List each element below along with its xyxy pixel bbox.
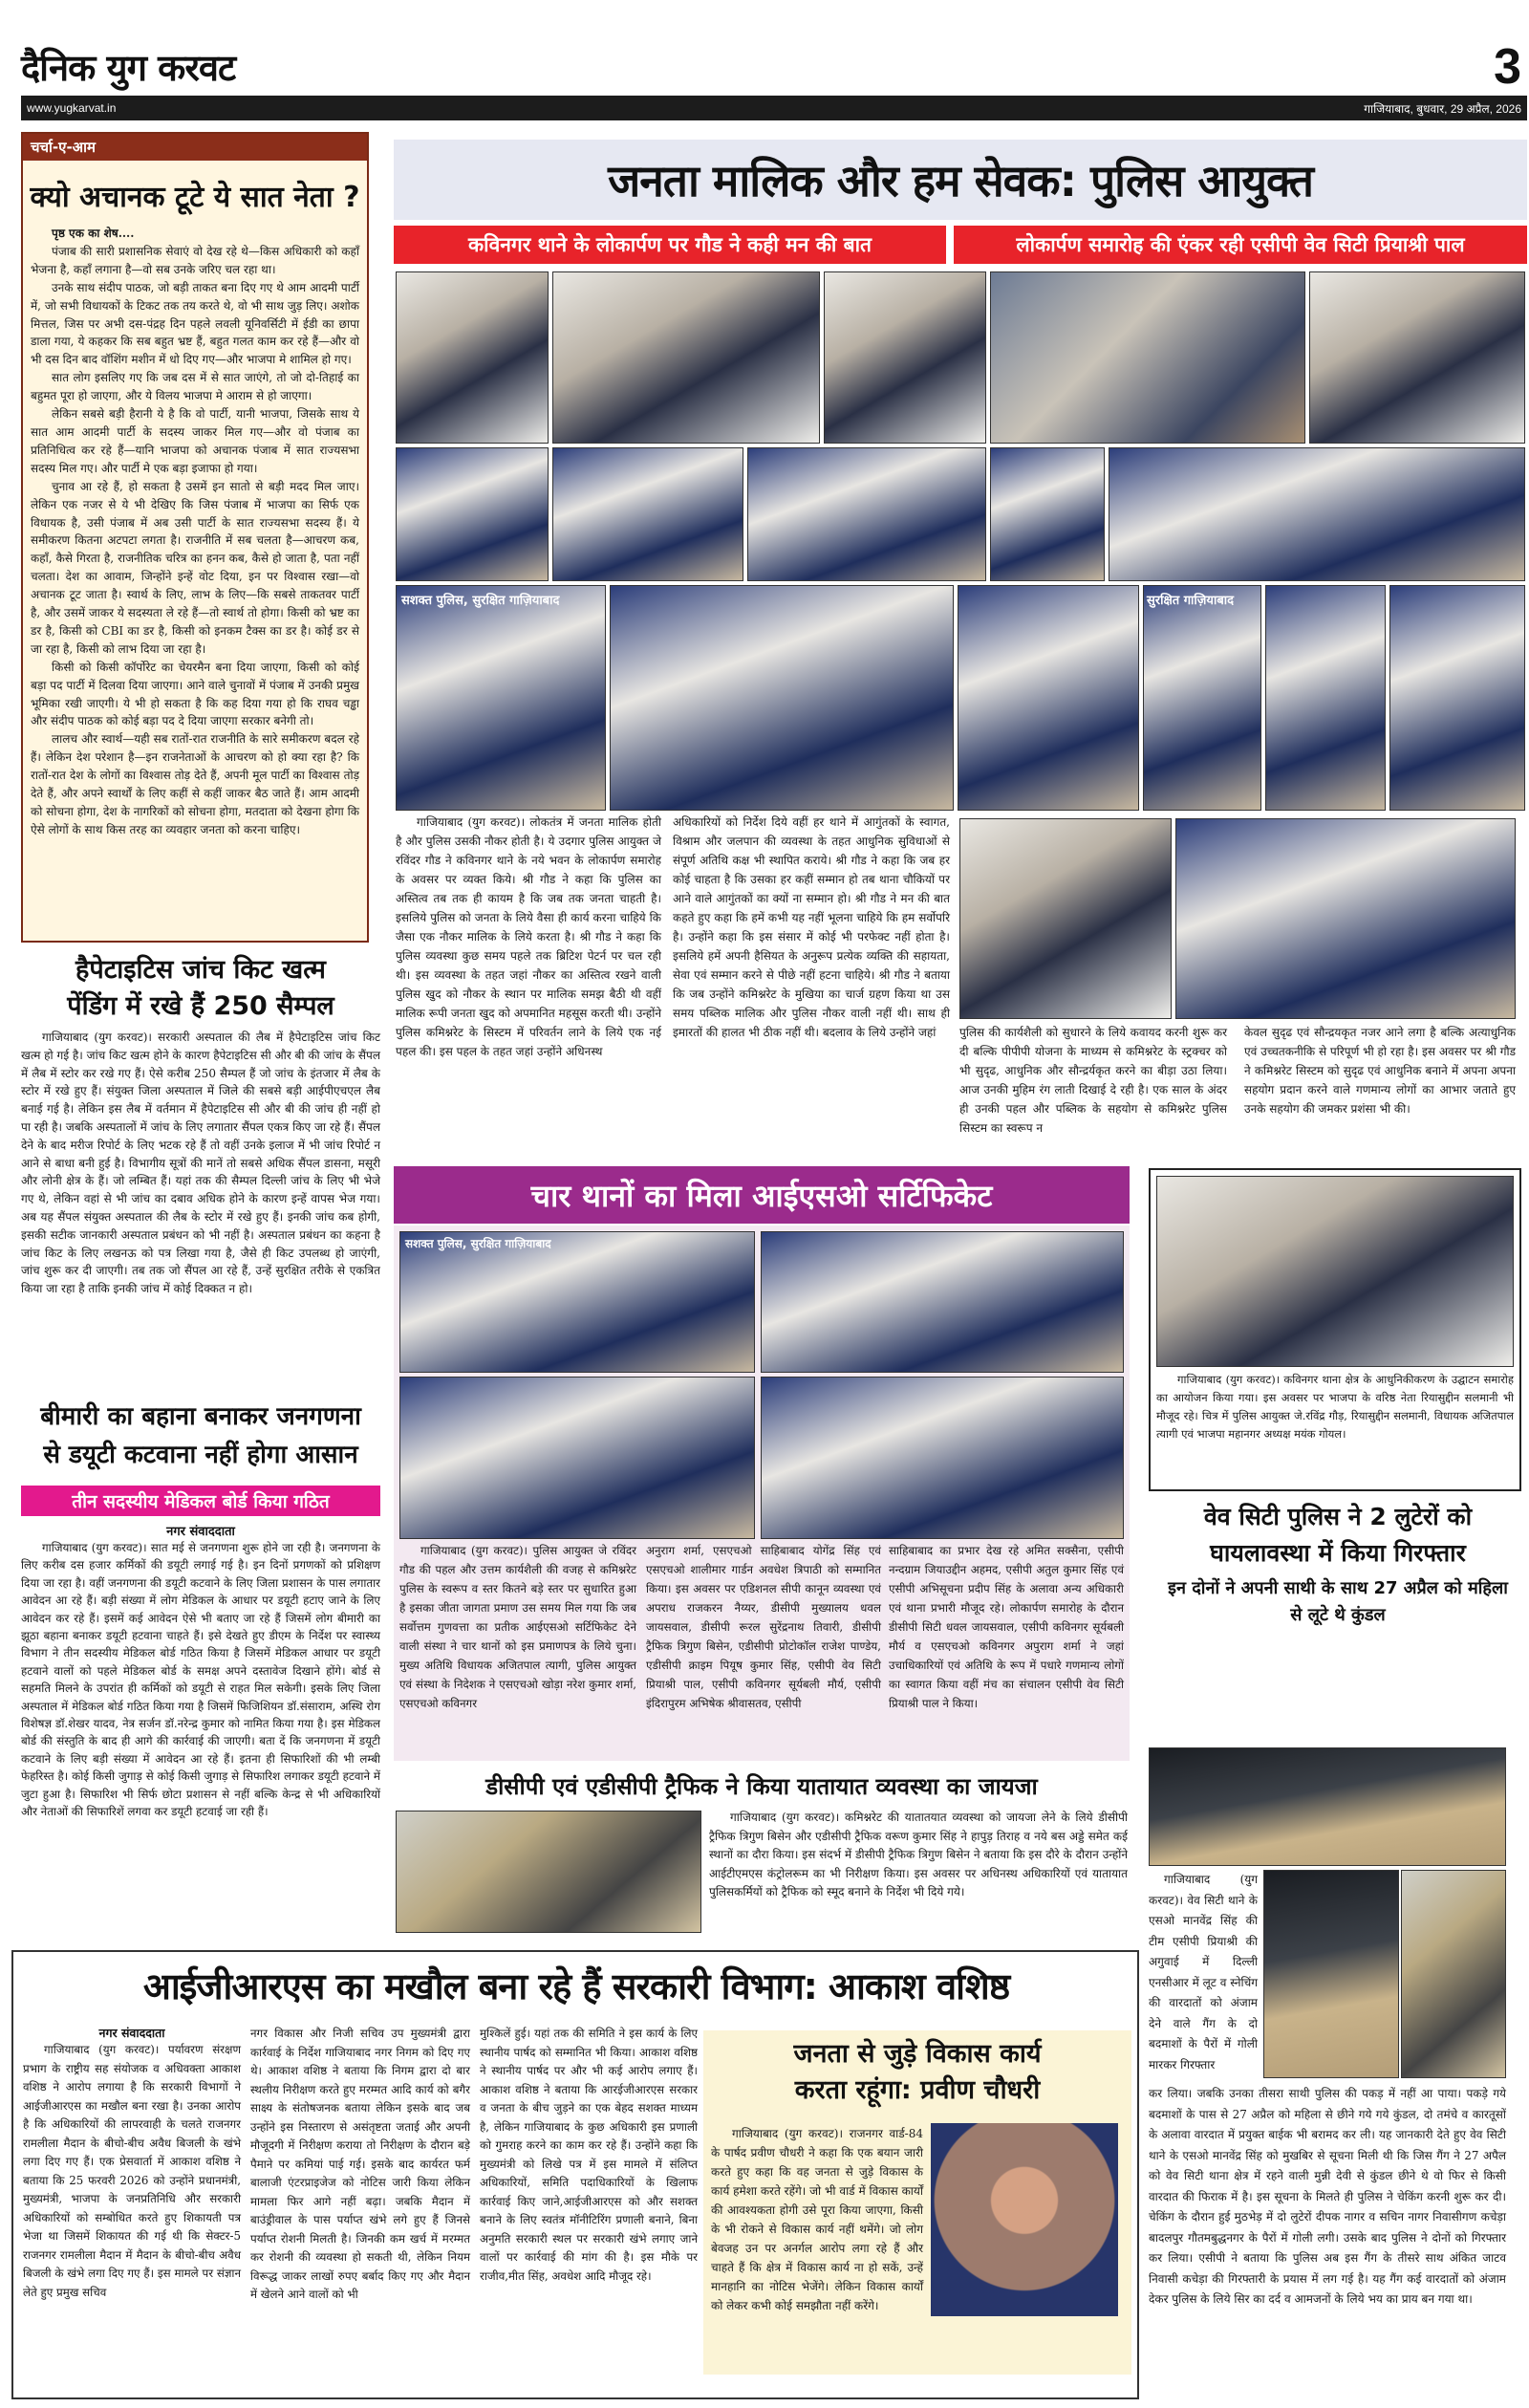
igrs-col-2 [250, 2025, 470, 2305]
igrs-col-2-text: नगर विकास और निजी सचिव उप मुख्यमंत्री द्वारा कार्रवाई के निर्देश गाजियाबाद नगर निगम को दिए गए थे। आकाश वशिष्ठ ने बताया कि निगम द्वारा दो बार स्थलीय निरीक्षण करते हुए मरम्मत आदि कार्य को बगैर साक्ष्य के संतोषजनक बताया लेकिन इसके बाद जब उन्होंने इस निस्तारण से असंतृष्टता जताई और अपनी मौजूदगी में निरीक्षण कराया तो निरीक्षण के दौरान बड़े पैमाने पर कमियां पाई गई। इसके बाद कार्यरत फर्म बालाजी एंटरप्राइजेज को नोटिस जारी किया लेकिन मामला फिर आगे नहीं बढ़ा। जबकि मैदान में बाउंड्रीवाल के पास पर्याप्त खंभे लगे हुए हैं जिनसे पर्याप्त रोशनी मिलती है। जिनकी कम खर्च में मरम्मत कर रोशनी की व्यवस्था हो सकती थी, लेकिन नियम विरूद्ध जाकर लाखों रुपए बर्बाद किए गए और मैदान में खेलने आने वालों को भी [250, 2027, 470, 2301]
section-tag: चर्चा-ए-आम [23, 134, 367, 161]
igrs-col-1-text: गाजियाबाद (युग करवट)। पर्यावरण संरक्षण प्रभाग के राष्ट्रीय सह संयोजक व अधिवक्ता आकाश वशिष्ठ ने आरोप लगाया है कि सरकारी विभागों ने आईजीआरएस का मखौल बना रखा है। उनका आरोप है कि अधिकारियों की लापरवाही के चलते राजनगर रामलीला मैदान के बीचो-बीच अवैध बिजली के खंभे लगा दिए गए हैं। एक प्रेसवार्ता में आकाश वशिष्ठ ने बताया कि 25 फरवरी 2026 को उन्होंने प्रधानमंत्री, मुख्यमंत्री, भाजपा के जनप्रतिनिधि और सरकारी अधिकारियों को सम्बोधित करते हुए शिकायती पत्र भेजा था जिसमें शिकायत की गई थी कि सेक्टर-5 राजनगर रामलीला मैदान में मैदान के बीचो-बीच अवैध बिजली के खंभे लगा दिए गए हैं। इस मामले पर संज्ञान लेते हुए प्रमुख सचिव [23, 2043, 241, 2299]
event-photo [396, 585, 606, 811]
lead-subhead-right: लोकार्पण समारोह की एंकर रही एसीपी वेव सिटी प्रियाश्री पाल [954, 226, 1527, 264]
iso-col-1-text: गाजियाबाद (युग करवट)। पुलिस आयुक्त जे रविंदर गौड की पहल और उत्तम कार्यशैली की वजह से कमिश्नरेट पुलिस के स्वरूप व स्तर कितने बड़े स्तर पर सुधारित हुआ है इसका जीता जागता प्रमाण उस समय मिल गया कि जब सर्वोत्तम गुणवत्ता का प्रतीक आईएसओ सर्टिफिकेट देने वाली संस्था ने चार थानों को इस प्रमाणपत्र के लिये चुना। मुख्य अतिथि विधायक अजितपाल त्यागी, पुलिस आयुक्त एवं संस्था के निदेशक ने एसएचओ खोड़ा नरेश कुमार शर्मा, एसएचओ कविनगर [399, 1544, 636, 1710]
praveen-body [711, 2124, 923, 2315]
kavinagar-photo [1156, 1176, 1514, 1367]
event-photo [396, 447, 549, 581]
event-photo [747, 447, 986, 581]
certificate-photo [399, 1377, 755, 1539]
lead-col-3-text: पुलिस की कार्यशैली को सुधारने के लिये कवायद करनी शुरू कर दी बल्कि पीपीपी योजना के माध्यम से कमिश्नरेट के स्ट्रक्चर को भी सुदृढ, आधुनिक और सौन्द्रर्यकृत करने का बीड़ा उठा लिया। आज उनकी मुहिम रंग लाती दिखाई दे रही है। एक साल के अंदर ही उनकी पहल और पब्लिक के सहयोग से कमिश्नरेट पुलिस सिस्टम का स्वरूप न [959, 1026, 1227, 1135]
wavecity-side-text: गाजियाबाद (युग करवट)। वेव सिटी थाने के एसओ मानवेंद्र सिंह की टीम एसीपी प्रियाश्री की अगुवाई में दिल्ली एनसीआर में लूट व स्नेचिंग की वारदातों को अंजाम देने वाले गैंग के दो बदमाशों के पैरों में गोली मारकर गिरफ्तार [1149, 1873, 1258, 2072]
traffic-headline: डीसीपी एवं एडीसीपी ट्रैफिक ने किया यातायात व्यवस्था का जायजा [485, 1773, 1038, 1800]
event-photo [990, 447, 1105, 581]
wavecity-subhead: इन दोनों ने अपनी साथी के साथ 27 अप्रैल को महिला से लूटे थे कुंडल [1168, 1578, 1508, 1625]
igrs-col-3-text: मुश्किलें हुई। यहां तक की समिति ने इस कार्य के लिए स्थानीय पार्षद को सम्मानित भी किया। आकाश वशिष्ठ ने स्थानीय पार्षद पर और भी कई आरोप लगाए हैं। आकाश वशिष्ठ ने बताया कि आरईजीआरएस सरकार व जनता के बीच जुड़ने का एक बेहद सशक्त माध्यम है, लेकिन गाजियाबाद के कुछ अधिकारी इस प्रणाली को गुमराह करने का काम कर रहे हैं। उन्होंने कहा कि मुख्यमंत्री को लिखे पत्र में इस मामले में संलिप्त अधिकारियों, समिति पदाधिकारियों के खिलाफ कार्रवाई किए जाने,आईजीआरएस को और सशक्त बनाने के लिए स्वतंत्र मॉनीटिरिंग प्रणाली बनाने, बिना अनुमति सरकारी स्थल पर सरकारी खंभे लगाए जाने वालों पर कार्रवाई की मांग की है। इस मौके पर राजीव,मीत सिंह, अवधेश आदि मौजूद रहे। [480, 2027, 698, 2283]
continuation-note: पृष्ठ एक का शेष.... [52, 227, 135, 240]
certificate-photo [761, 1377, 1124, 1539]
traffic-photo [396, 1811, 701, 1933]
kavinagar-caption-text: गाजियाबाद (युग करवट)। कविनगर थाना क्षेत्र के आधुनिकीकरण के उद्घाटन समारोह का आयोजन किया गया। इस अवसर पर भाजपा के वरिष्ठ नेता रियासुद्दीन सलमानी भी मौजूद रहे। चित्र में पुलिस आयुक्त जे.रविंद्र गौड़, रियासुद्दीन सलमानी, विधायक अजितपाल त्यागी एवं भाजपा महानगर अध्यक्ष मयंक गोयल। [1156, 1373, 1514, 1441]
hepatitis-headline-2: पेंडिंग में रखे हैं 250 सैम्पल [67, 991, 334, 1021]
census-headline-1: बीमारी का बहाना बनाकर जनगणना [40, 1402, 361, 1431]
census-subhead: तीन सदस्यीय मेडिकल बोर्ड किया गठित [21, 1486, 380, 1516]
event-photo [1109, 447, 1525, 581]
hepatitis-body: गाजियाबाद (युग करवट)। सरकारी अस्पताल की लैब में हैपेटाइटिस जांच किट खत्म हो गई है। जांच किट खत्म होने के कारण हैपेटाइटिस सी और बी की जांच के सैंपल में लैब में स्टोर कर रखे गए हैं। ऐसे करीब 250 सैम्पल हैं जो जांच के इंतजार में लैब के स्टोर में रखे हुए हैं। संयुक्त जिला अस्पताल में जिले की सबसे बड़ी आईपीएचएल लैब बनाई गई है। लेकिन इस लैब में वर्तमान में हैपेटाइटिस सी और बी की जांच ही नहीं हो पा रही है। जबकि अस्पतालों में जांच के लिए लगातार सैंपल एकत्र किए जा रहे हैं। सैंपल देने के बाद मरीज रिपोर्ट के लिए भटक रहे हैं तो वहीं उनके इलाज में भी जांच रिपोर्ट न आने से बाधा बनी हुई है। विभागीय सूत्रों की मानें तो सबसे अधिक सैंपल डासना, मसूरी और लोनी क्षेत्र के हैं। जो लम्बित हैं। यहां तक की सैम्पल दिल्ली जांच के लिए भी भेजे गए थे, लेकिन वहां से भी जांच का दबाव अधिक होने के कारण इन्हें वापस भेज गया। अब यह सैंपल संयुक्त अस्पताल की लैब के स्टोर में रखे हुए हैं। इनकी जांच कब होगी, इसकी सटीक जानकारी अस्पताल प्रबंधन को भी नहीं है। अस्पताल प्रबंधन का कहना है जांच किट के लिए लखनऊ को पत्र लिखा गया है, जैसे ही किट उपलब्ध हो जाएंगी, जांच शुरू कर दी जाएगी। तब तक जो सैंपल आ रहे हैं, उन्हें सुरक्षित तरीके से एकत्रित किया जा रहा है ताकि इनकी जांच में कोई दिक्कत न हो। [21, 1030, 380, 1296]
lead-headline: जनता मालिक और हम सेवक: पुलिस आयुक्त [394, 140, 1527, 220]
paragraph: किसी को किसी कॉर्पोरेट का चेयरमैन बना दिया जाएगा, किसी को कोई बड़ा पद पार्टी में दिलवा दिया जाएगा। आने वाले चुनावों में पंजाब में उनकी प्रमुख भूमिका रखी जाएगी। ये भी हो सकता है कि कह दिया गया हो कि राघव चड्ढा और संदीप पाठक को कोई बड़ा पद दे दिया जाएगा सरकार बनेगी तो। [31, 660, 359, 728]
event-photo [958, 585, 1139, 811]
iso-col-3-text: साहिबाबाद का प्रभार देख रहे अमित सक्सैना, एसीपी नन्दग्राम जियाउद्दीन अहमद, एसीपी अतुल कुमार सिंह एवं एसीपी अभिसूचना प्रदीप सिंह के अलावा अन्य अधिकारी एवं थाना प्रभारी मौजूद रहे। लोकार्पण समारोह के दौरान डीसीपी सिटी धवल जायसवाल, एसीपी कविनगर सूर्यबली मौर्य व एसएचओ कविनगर अपुराग शर्मा ने जहां उचाधिकारियों एवं अतिथि के रूप में पधारे गणमान्य लोगों का स्वागत किया वहीं मंच का संचालन एसीपी वेव सिटी प्रियाश्री पाल ने किया। [889, 1544, 1124, 1710]
praveen-headline-2: करता रहूंगा: प्रवीण चौधरी [794, 2075, 1041, 2105]
igrs-headline: आईजीआरएस का मखौल बना रहे हैं सरकारी विभाग: आकाश वशिष्ठ [142, 1965, 1010, 2007]
iso-col-1 [399, 1541, 636, 1713]
paragraph: चुनाव आ रहे हैं, हो सकता है उसमें इन सातो से बड़ी मदद मिल जाए। लेकिन एक नजर से ये भी देखिए कि जिस पंजाब में भाजपा का सिर्फ एक विधायक है, उसी पंजाब में अब उसी पार्टी के सात राज्यसभा सदस्य हैं। ये समीकरण कितना अटपटा लगता है। राजनीति में सब चलता है—आचरण कब, कहाँ, कैसे गिरता है, राजनीतिक चरित्र का हनन कब, कैसे हो जाता है, पता नहीं चलता। देश का आवाम, जिन्होंने इन्हें वोट दिया, इन पर विश्वास रखा—वो अचानक टूट जाता है। स्वार्थ के लिए, लाभ के लिए—कि सबसे ताकतवर पार्टी है, और उसमें जाकर ये सदस्यता ले रहे हैं—तो स्वार्थ तो होगा। किसी को भ्रष्ट का डर है, किसी को CBI का डर है, किसी को इनकम टैक्स का डर है। कोई डर से जा रहा है, किसी को लाभ दिया जा रहा है। [31, 479, 359, 656]
wavecity-headline-2: घायलावस्था में किया गिरफ्तार [1210, 1539, 1466, 1567]
census-body: गाजियाबाद (युग करवट)। सात मई से जनगणना शुरू होने जा रही है। जनगणना के लिए करीब दस हजार कर्मिकों की डयूटी लगाई गई है। इन दिनों प्रगणकों को प्रशिक्षण दिया जा रहा है। वहीं जनगणना की डयूटी कटवाने के लिए जिला प्रशासन के पास लगातार आवेदन आ रहे हैं। बड़ी संख्या में लोग मेडिकल के आधार पर डयूटी हटाए जाने के लिए आवेदन कर रहे हैं। इसमें कई आवेदन ऐसे भी बताए जा रहे हैं जिसमें लोग बीमारी का झूठा बहाना बनाकर डयूटी हटवाना चाहते हैं। इसे देखते हुए डीएम के निर्देश पर स्वास्थ्य विभाग ने तीन सदस्यीय मेडिकल बोर्ड गठित किया है जिसमें मेडिकल आधार पर डयूटी हटवाने वालों को पहले मेडिकल बोर्ड के समक्ष अपने दस्तावेज दिखाने होंगे। बोर्ड से सहमति मिलने के उपरांत ही कर्मिकों को डयूटी से राहत मिल सकेगी। इसके लिए जिला अस्पताल में मेडिकल बोर्ड गठित किया गया है जिसमें फिजिशियन डॉ.संसाराम, अस्थि रोग विशेषज्ञ डॉ.शेखर यादव, नेत्र सर्जन डॉ.नरेन्द्र कुमार को नामित किया गया है। इस मेडिकल बोर्ड की संस्तुति के बाद ही आगे की कार्रवाई की जाएगी। बता दें कि जनगणना में डयूटी कटवाने के लिए बड़ी संख्या में आवेदन आ रहे हैं। इतना ही सिफारिशों की भी लम्बी फेहरिस्त है। कोई किसी जुगाड़ से कोई किसी जुगाड़ से सिफारिश लगाकर डयूटी हटवाने में जुटा हुआ है। सिफारिश भी सिर्फ छोटा प्रशासन से नहीं बल्कि केन्द्र से भी अधिकारियों और नेताओं की सिफारिशें लगवा कर डयूटी हटवाई जा रही हैं। [21, 1541, 380, 1819]
praveen-body-text: गाजियाबाद (युग करवट)। राजनगर वार्ड-84 के पार्षद प्रवीण चौधरी ने कहा कि एक बयान जारी करते हुए कहा कि वह जनता से जुड़े विकास के कार्य हमेशा करते रहेंगे। जो भी वार्ड में विकास कार्यों की आवश्यकता होगी उसे पूरा किया जाएगा, किसी के भी रोकने से विकास कार्य नहीं थमेंगे। जो लोग बेवजह उन पर अनर्गल आरोप लगा रहे हैं और चाहते हैं कि क्षेत्र में विकास कार्य ना हो सकें, उन्हें मानहानि का नोटिस भेजेंगे। लेकिन विकास कार्यों को लेकर कभी कोई समझौता नहीं करेंगे। [711, 2127, 923, 2312]
census-headline-2: से डयूटी कटवाना नहीं होगा आसान [43, 1441, 358, 1469]
traffic-body-text: गाजियाबाद (युग करवट)। कमिश्नरेट की यातातयात व्यवस्था को जायजा लेने के लिये डीसीपी ट्रैफिक त्रिगुण बिसेन और एडीसीपी ट्रैफिक वरूण कुमार सिंह ने हापुड़ तिराह व नये बस अड्डे समेत कई स्थानों का दौरा किया। इस संदर्भ में डीसीपी ट्रैफिक त्रिगुण बिसेन ने बताया कि इस दौरे के दौरान उन्होंने आईटीएमएस कंट्रोलरूम का भी निरीक्षण किया। इस अवसर पर अधिनस्थ अधिकारियों एवं यातायात पुलिसकर्मियों को ट्रैफिक को स्मूद बनाने के निर्देश भी दिये गये। [709, 1811, 1128, 1898]
census-body-block [21, 1522, 380, 1821]
iso-col-2-text: अनुराग शर्मा, एसएचओ साहिबाबाद योगेंद्र सिंह एवं एसएचओ शालीमार गार्डन अवधेश त्रिपाठी को सम्मानित किया। इस अवसर पर एडिशनल सीपी कानून व्यवस्था एवं अपराध राजकरन नैय्यर, डीसीपी मुख्यालय धवल जायसवाल, डीसीपी रूरल सुरेंद्रनाथ तिवारी, डीसीपी ट्रैफिक त्रिगुण बिसेन, एडीसीपी प्रोटोकॉल राजेश पाण्डेय, एडीसीपी क्राइम पियूष कुमार सिंह, एसीपी वेव सिटी प्रियाश्री पाल, एसीपी कविनगर सूर्यबली मौर्य, एसीपी इंदिरापुरम अभिषेक श्रीवासतव, एसीपी [646, 1544, 881, 1710]
event-photo [1143, 585, 1261, 811]
lead-col-1-text: गाजियाबाद (युग करवट)। लोकतंत्र में जनता मालिक होती है और पुलिस उसकी नौकर होती है। ये उदगार पुलिस आयुक्त जे रविंदर गौड ने कविनगर थाने के नये भवन के लोकार्पण समारोह के अवसर पर व्यक्त किये। श्री गौड ने कहा कि पुलिस का अस्तित्व तब तक ही कायम है कि जब तक जनता चाहती है। इसलिये पुलिस को जनता के लिये वैसा ही कार्य करना चाहिये कि जैसा एक नौकर मालिक के लिये करता है। श्री गौड ने कहा कि पुलिस व्यवस्था कुछ समय पहले तक ब्रिटिश पेटर्न पर चल रही थी। इस व्यवस्था के तहत जहां नौकर का अस्तित्व रखने वाली पुलिस खुद को नौकर के स्थान पर मालिक समझ बैठी थी वहीं मालिक रूपी जनता खुद को अपमानित महसूस करती थी। उन्होंने पुलिस कमिश्नरेट के सिस्टम में परिवर्तन लाने के लिये एक नई पहल की। इस पहल के तहत जहां उन्होंने अधिनस्थ [396, 815, 661, 1058]
masthead-bar [21, 96, 1527, 120]
wavecity-side-body [1149, 1870, 1258, 2075]
event-photo [1265, 585, 1386, 811]
paragraph: सात लोग इसलिए गए कि जब दस में से सात जाएंगे, तो जो दो-तिहाई का बहुमत पूरा हो जाएगा, और ये विलय भाजपा मे आराम से हो जाएगा। [31, 371, 359, 403]
iso-col-3 [889, 1541, 1124, 1713]
photo-banner-text: सशक्त पुलिस, सुरक्षित गाज़ियाबाद [401, 594, 560, 608]
wavecity-body [1149, 2084, 1506, 2310]
event-photo [552, 271, 820, 444]
lead-col-3 [959, 1023, 1227, 1138]
lead-col-2-text: अधिकारियों को निर्देश दिये वहीं हर थाने में आगुंतकों के स्वागत, विश्राम और जलपान की व्यवस्था के तहत आधुनिक सुविधाओं से संपूर्ण अतिथि कक्ष भी स्थापित कराये। श्री गौड ने कहा कि जब हर कोई चाहता है कि उसका हर कहीं सम्मान हो तब थाना चौकियों पर आने वाले आगुंतकों का क्यों ना सम्मान हो। श्री गौड ने मन की बात कहते हुए कहा कि हमें कभी यह नहीं भूलना चाहिये कि हम सर्वोपरि है। उन्होंने कहा कि इस संसार में कोई भी परफेक्ट नहीं होता है। इसलिये हमें अपनी हैसियत के अनुरूप प्रत्येक व्यक्ति की सहायता, सेवा एवं सम्मान करने से पीछे नहीं हटना चाहिये। श्री गौड ने बताया कि जब उन्होंने कमिश्नरेट के मुखिया का चार्ज ग्रहण किया था उस समय पब्लिक मालिक और पुलिस नौकर वाली नहीं थी। साथ ही इमारतों की हालत भी ठीक नहीं थी। बदलाव के लिये उन्होंने जहां [673, 815, 950, 1039]
paragraph: लेकिन सबसे बड़ी हैरानी ये है कि वो पार्टी, यानी भाजपा, जिसके साथ ये सात आम आदमी पार्टी के सदस्य जाकर मिल गए—और वो पंजाब का प्रतिनिधित्व कर रहे हैं—यानि भाजपा को अचानक पंजाब में सात राज्यसभा सदस्य मिल गए। और पार्टी मे एक बड़ा इजाफा हो गया। [31, 407, 359, 475]
lead-col-1 [396, 813, 661, 1061]
dateline: गाजियाबाद, बुधवार, 29 अप्रैल, 2026 [1364, 101, 1521, 116]
certificate-photo [761, 1231, 1124, 1373]
byline: नगर संवाददाता [166, 1525, 235, 1539]
paragraph: पंजाब की सारी प्रशासनिक सेवाएं वो देख रहे थे—किस अधिकारी को कहाँ भेजना है, कहाँ लगाना है—वो सब उनके जरिए चल रहा था। [31, 244, 359, 276]
photo-banner-text: सुरक्षित गाज़ियाबाद [1147, 594, 1235, 608]
paragraph: लालच और स्वार्थ—यही सब रातों-रात राजनीति के सारे समीकरण बदल रहे हैं। लेकिन देश परेशान है—इन राजनेताओं के आचरण को हो क्या रहा है? कि रातों-रात देश के लोगों का विश्वास तोड़ देते हैं, अपनी मूल पार्टी का विश्वास तोड़ देते हैं, और अपने स्वार्थों के लिए कहीं से कहीं जाकर बैठ जाते हैं। आम आदमी को सोचना होगा, देश के नागरिकों को सोचना होगा, मतदाता को देखना होगा कि ऐसे लोगों के साथ किस तरह का व्यवहार जनता को करना चाहिए। [31, 732, 359, 836]
lead-col-4-text: केवल सुदृढ एवं सौन्द्रयकृत नजर आने लगा है बल्कि अत्याधुनिक एवं उच्चतकनीकि से परिपूर्ण भी हो रहा है। इस अवसर पर श्री गौड ने कमिश्नरेट सिस्टम को सुदृढ एवं आधुनिक बनाने में अपना अपना सहयोग प्रदान करने वाले गणमान्य लोगों का आभार जताते हुए उनके सहयोग की जमकर प्रशंसा भी की। [1244, 1026, 1516, 1116]
event-photo [610, 585, 954, 811]
event-photo [396, 271, 549, 444]
kavinagar-caption [1156, 1371, 1514, 1443]
certificate-photo [399, 1231, 755, 1373]
hepatitis-headline-1: हैपेटाइटिस जांच किट खत्म [75, 955, 326, 985]
traffic-body [709, 1809, 1128, 1902]
page-number: 3 [1494, 39, 1521, 95]
census-story [21, 1398, 380, 1474]
opinion-headline: क्यो अचानक टूटे ये सात नेता ? [30, 181, 360, 214]
councillor-portrait [931, 2123, 1118, 2316]
opinion-box [21, 132, 369, 943]
iso-col-2 [646, 1541, 881, 1713]
igrs-col-3 [480, 2025, 698, 2286]
igrs-col-1 [23, 2025, 241, 2302]
paragraph: उनके साथ संदीप पाठक, जो बड़ी ताकत बना दिए गए थे आम आदमी पार्टी में, जो सभी विधायकों के टिकट तक तय करते थे, वो भी साथ जुड़ लिए। अशोक मित्तल, जिस पर अभी दस-पंद्रह दिन पहले लवली यूनिवर्सिटी में ईडी का छापा डाला गया, ये कहकर कि सब बहुत भ्रष्ट हैं, बहुत गलत काम कर रहे हैं—और वो भी दस दिन बाद वॉशिंग मशीन में धो दिए गए—और भाजपा मे शामिल हो गए। [31, 280, 359, 367]
wavecity-story [1147, 1499, 1529, 1629]
wavecity-headline-1: वेव सिटी पुलिस ने 2 लुटेरों को [1203, 1503, 1473, 1530]
audience-photo [959, 818, 1172, 1019]
newspaper-title: दैनिक युग करवट [21, 47, 236, 89]
website-link[interactable]: www.yugkarvat.in [27, 101, 117, 115]
iso-headline: चार थानों का मिला आईएसओ सर्टिफिकेट [394, 1166, 1130, 1224]
photo-banner-text: सशक्त पुलिस, सुरक्षित गाज़ियाबाद [405, 1237, 551, 1250]
praveen-headline-1: जनता से जुड़े विकास कार्य [793, 2039, 1042, 2069]
event-photo [552, 447, 743, 581]
lead-col-2 [673, 813, 950, 1042]
wavecity-body-text: कर लिया। जबकि उनका तीसरा साथी पुलिस की पकड़ में नहीं आ पाया। पकड़े गये बदमाशों के पास से 27 अप्रैल को महिला से छीने गये गये कुंडल, दो तमंचे व कारतूसों के अलावा वारदात में प्रयुक्त बाईक भी बरामद कर ली। यह जानकारी देते हुए वेव सिटी थाने के एसओ मानवेंद्र सिंह को मुखबिर से सूचना मिली थी कि जिस गैंग ने 27 अपैल को वेव सिटी थाना क्षेत्र में रहने वाली मुन्नी देवी से कुंडल छीने थे वो फिर से किसी वारदात की फिराक में है। इस सूचना के मिलते ही पुलिस ने चेकिंग करनी शुरू कर दी। चेकिंग के दौरान हुई मुठभेड़ में दो लुटेरों दीपक नागर व सचिन नागर निवासीगण कचेड़ा बादलपुर गौतमबुद्धनगर के पैरों में गोली लगी। उसके बाद पुलिस ने दोनों को गिरफ्तार कर लिया। एसीपी ने बताया कि पुलिस अब इस गैंग के तीसरे साथ अंकित जाटव निवासी कचेड़ा की गिरफ्तारी के प्रयास में लग गई है। यह गैंग कई वारदातों को अंजाम देकर पुलिस के लिये सिर का दर्द व आमजनों के लिये भय का प्राय बन गया था। [1149, 2087, 1506, 2306]
byline: नगर संवाददाता [98, 2026, 165, 2040]
event-photo [990, 271, 1305, 444]
event-photo [1309, 271, 1525, 444]
lead-subhead-left: कविनगर थाने के लोकार्पण पर गौड ने कही मन की बात [394, 226, 946, 264]
hepatitis-story [21, 952, 380, 1298]
audience-photo [1175, 818, 1516, 1019]
arrest-photo [1263, 1870, 1399, 2078]
police-team-photo [1149, 1747, 1506, 1866]
lead-col-4 [1244, 1023, 1516, 1118]
injured-suspect-photo [1401, 1870, 1506, 2078]
event-photo [824, 271, 986, 444]
event-photo [1389, 585, 1525, 811]
